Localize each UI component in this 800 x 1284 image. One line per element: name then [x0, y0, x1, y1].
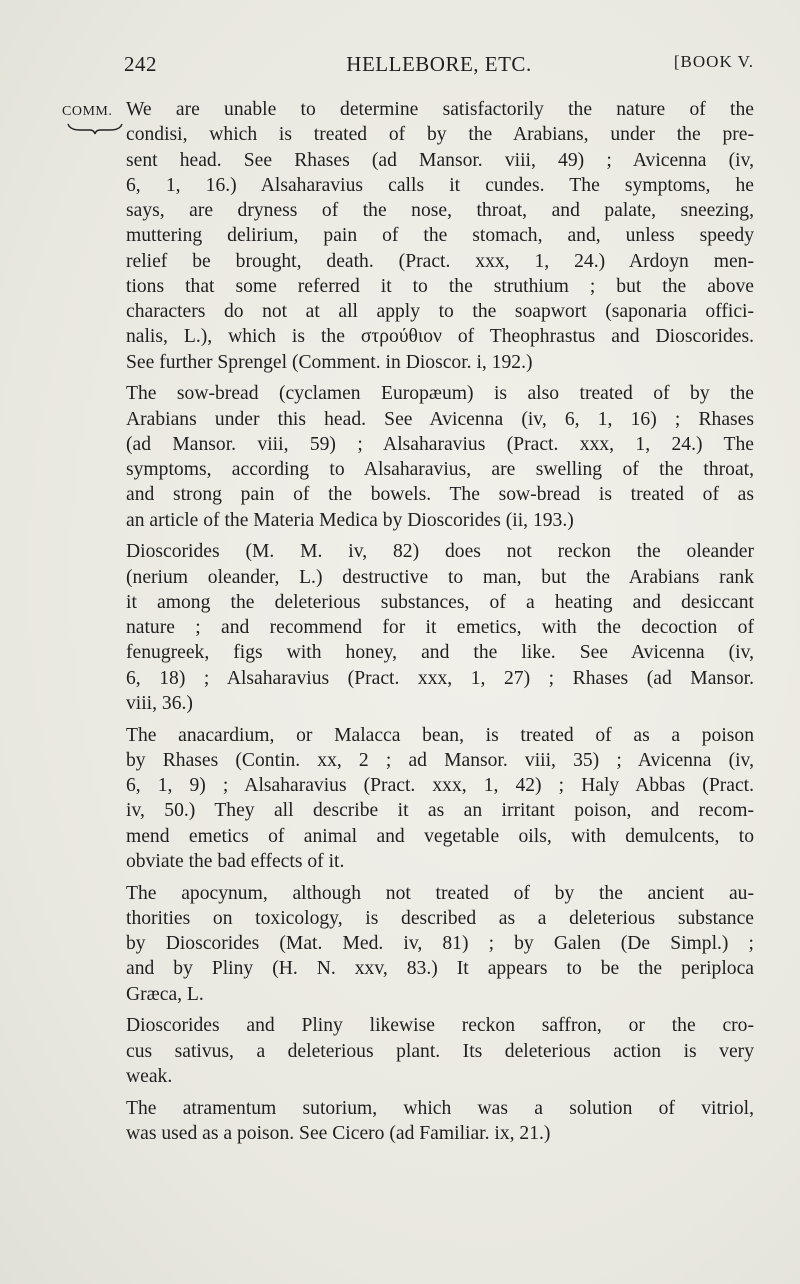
text-line: 6, 1, 16.) Alsaharavius calls it cundes. The symptoms, he — [126, 174, 754, 196]
page-number: 242 — [124, 52, 157, 76]
text-line: (nerium oleander, L.) destructive to man, but the Arabians rank — [126, 566, 754, 588]
page-header — [124, 52, 754, 86]
text-line: obviate the bad effects of it. — [126, 850, 345, 872]
text-line: says, are dryness of the nose, throat, and palate, sneezing, — [126, 200, 754, 221]
text-line: it among the deleterious substances, of a heating and desiccant — [126, 591, 754, 613]
text-line: 6, 18) ; Alsaharavius (Pract. xxx, 1, 27) ; Rhases (ad Mansor. — [126, 667, 754, 689]
text-line: The anacardium, or Malacca bean, is treated of as a poison — [126, 724, 754, 746]
text-line: and by Pliny (H. N. xxv, 83.) It appears to be the periploca — [126, 958, 754, 980]
text-line: and strong pain of the bowels. The sow-bread is treated of as — [126, 484, 754, 506]
running-title: HELLEBORE, ETC. — [346, 52, 532, 76]
text-line: an article of the Materia Medica by Dioscorides (ii, 193.) — [126, 509, 574, 531]
text-line: was used as a poison. See Cicero (ad Familiar. ix, 21.) — [126, 1122, 551, 1144]
text-line: mend emetics of animal and vegetable oils, with demulcents, to — [126, 825, 754, 847]
text-line: The atramentum sutorium, which was a solution of vitriol, — [126, 1097, 754, 1119]
brace-icon — [66, 122, 124, 136]
text-line: nalis, L.), which is the στρούθιον of Theophrastus and Dioscorides. — [126, 326, 754, 348]
text-line: by Dioscorides (Mat. Med. iv, 81) ; by Galen (De Simpl.) ; — [126, 933, 754, 954]
text-line: Dioscorides (M. M. iv, 82) does not reckon the oleander — [126, 541, 754, 563]
text-line: by Rhases (Contin. xx, 2 ; ad Mansor. viii, 35) ; Avicenna (iv, — [126, 749, 754, 771]
text-line: relief be brought, death. (Pract. xxx, 1, 24.) Ardoyn men- — [126, 250, 754, 272]
margin-note: COMM. — [62, 104, 113, 119]
text-line: Dioscorides and Pliny likewise reckon saffron, or the cro- — [126, 1015, 754, 1037]
text-line: condisi, which is treated of by the Arabians, under the pre- — [126, 124, 754, 146]
text-line: Græca, L. — [126, 983, 204, 1005]
text-line: Arabians under this head. See Avicenna (iv, 6, 1, 16) ; Rhases — [126, 408, 754, 430]
text-line: nature ; and recommend for it emetics, with the decoction of — [126, 617, 754, 638]
text-line: cus sativus, a deleterious plant. Its deleterious action is very — [126, 1040, 754, 1062]
text-line: tions that some referred it to the struthium ; but the above — [126, 275, 754, 297]
text-line: sent head. See Rhases (ad Mansor. viii, 49) ; Avicenna (iv, — [126, 149, 754, 171]
book-marker: [BOOK V. — [673, 52, 754, 71]
text-line: characters do not at all apply to the soapwort (saponaria offici- — [126, 301, 754, 322]
body-text — [126, 97, 754, 1146]
text-line: 6, 1, 9) ; Alsaharavius (Pract. xxx, 1, 42) ; Haly Abbas (Pract. — [126, 775, 754, 796]
text-line: symptoms, according to Alsaharavius, are swelling of the throat, — [126, 459, 754, 480]
text-line: The apocynum, although not treated of by the ancient au- — [126, 882, 754, 904]
text-line: We are unable to determine satisfactorily the nature of the — [126, 99, 754, 120]
text-line: (ad Mansor. viii, 59) ; Alsaharavius (Pract. xxx, 1, 24.) The — [126, 433, 754, 455]
text-line: See further Sprengel (Comment. in Dioscor. i, 192.) — [126, 351, 533, 373]
text-line: The sow-bread (cyclamen Europæum) is also treated of by the — [126, 383, 754, 405]
text-line: fenugreek, figs with honey, and the like. See Avicenna (iv, — [126, 642, 754, 664]
text-line: iv, 50.) They all describe it as an irritant poison, and recom- — [126, 800, 754, 822]
text-line: muttering delirium, pain of the stomach, and, unless speedy — [126, 225, 754, 247]
text-line: weak. — [126, 1065, 173, 1087]
text-line: thorities on toxicology, is described as a deleterious substance — [126, 907, 754, 929]
text-line: viii, 36.) — [126, 692, 193, 714]
